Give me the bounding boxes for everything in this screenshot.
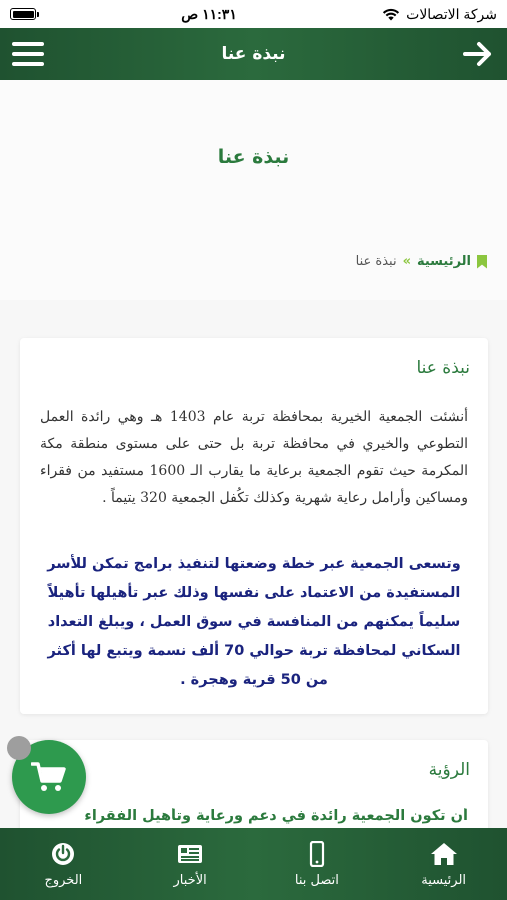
nav-label-home: الرئيسية	[421, 872, 467, 888]
nav-label-contact: اتصل بنا	[294, 872, 339, 888]
status-right	[382, 6, 497, 23]
nav-item-home[interactable]	[380, 828, 507, 900]
bottom-nav	[0, 828, 507, 900]
status-bar	[0, 0, 507, 28]
hamburger-icon[interactable]	[12, 40, 44, 68]
status-time: ١١:٣١ ص	[181, 5, 237, 22]
header-title: نبذة عنا	[221, 44, 286, 64]
carrier-name: شركة الاتصالات	[406, 5, 497, 22]
breadcrumb-current: نبذة عنا	[355, 254, 397, 269]
phone-icon	[303, 841, 331, 867]
status-left	[10, 8, 36, 20]
vision-text: أن تكون الجمعية رائدة في دعم ورعاية وتأهيل الفقراء	[84, 808, 468, 824]
breadcrumb	[356, 254, 487, 269]
hero-section	[0, 80, 507, 300]
news-icon	[176, 841, 204, 867]
battery-icon	[10, 8, 36, 20]
cart-icon	[31, 761, 67, 793]
about-paragraph: أنشئت الجمعية الخيرية بمحافظة تربة عام 1403 هـ وهي رائدة العمل التطوعي والخيري في محافظة تربة بل حتى على مستوى منطقة مكة المكرمة حيث تقوم الجمعية برعاية ما يقارب الـ 1600 مستفيد من فقراء ومساكين وأرامل رعاية شهرية وكذلك تكُفل الجمعية 320 يتيماً .	[40, 409, 469, 506]
about-card	[20, 338, 488, 714]
arrow-right-icon[interactable]	[461, 37, 495, 71]
wifi-icon	[382, 7, 400, 21]
page-content	[0, 80, 507, 828]
cart-badge-dot[interactable]	[7, 736, 31, 760]
breadcrumb-home-link[interactable]: الرئيسية	[416, 254, 471, 269]
vision-card-title: الرؤية	[428, 760, 470, 780]
nav-item-contact[interactable]	[254, 828, 381, 900]
nav-item-logout[interactable]	[0, 828, 127, 900]
nav-item-news[interactable]	[127, 828, 254, 900]
about-highlight: وتسعى الجمعية عبر خطة وضعتها لتنفيذ برامج تمكن للأسر المستفيدة من الاعتماد على نفسها وذلك عبر تأهيلها تأهيلاً سليماً يمكنهم من المنافسة في سوق العمل ، ويبلغ التعداد السكاني لمحافظة تربة حوالي 70 ألف نسمة ويتبع لها أكثر من 50 قرية وهجرة .	[47, 556, 461, 688]
about-card-title: نبذة عنا	[416, 358, 470, 378]
bookmark-icon	[477, 255, 487, 269]
nav-label-logout: الخروج	[44, 872, 83, 888]
breadcrumb-separator: »	[402, 254, 411, 269]
vision-card	[20, 740, 488, 828]
home-icon	[430, 841, 458, 867]
nav-label-news: الأخبار	[173, 872, 207, 888]
app-header	[0, 28, 507, 80]
power-icon	[49, 841, 77, 867]
page-title: نبذة عنا	[217, 146, 290, 168]
